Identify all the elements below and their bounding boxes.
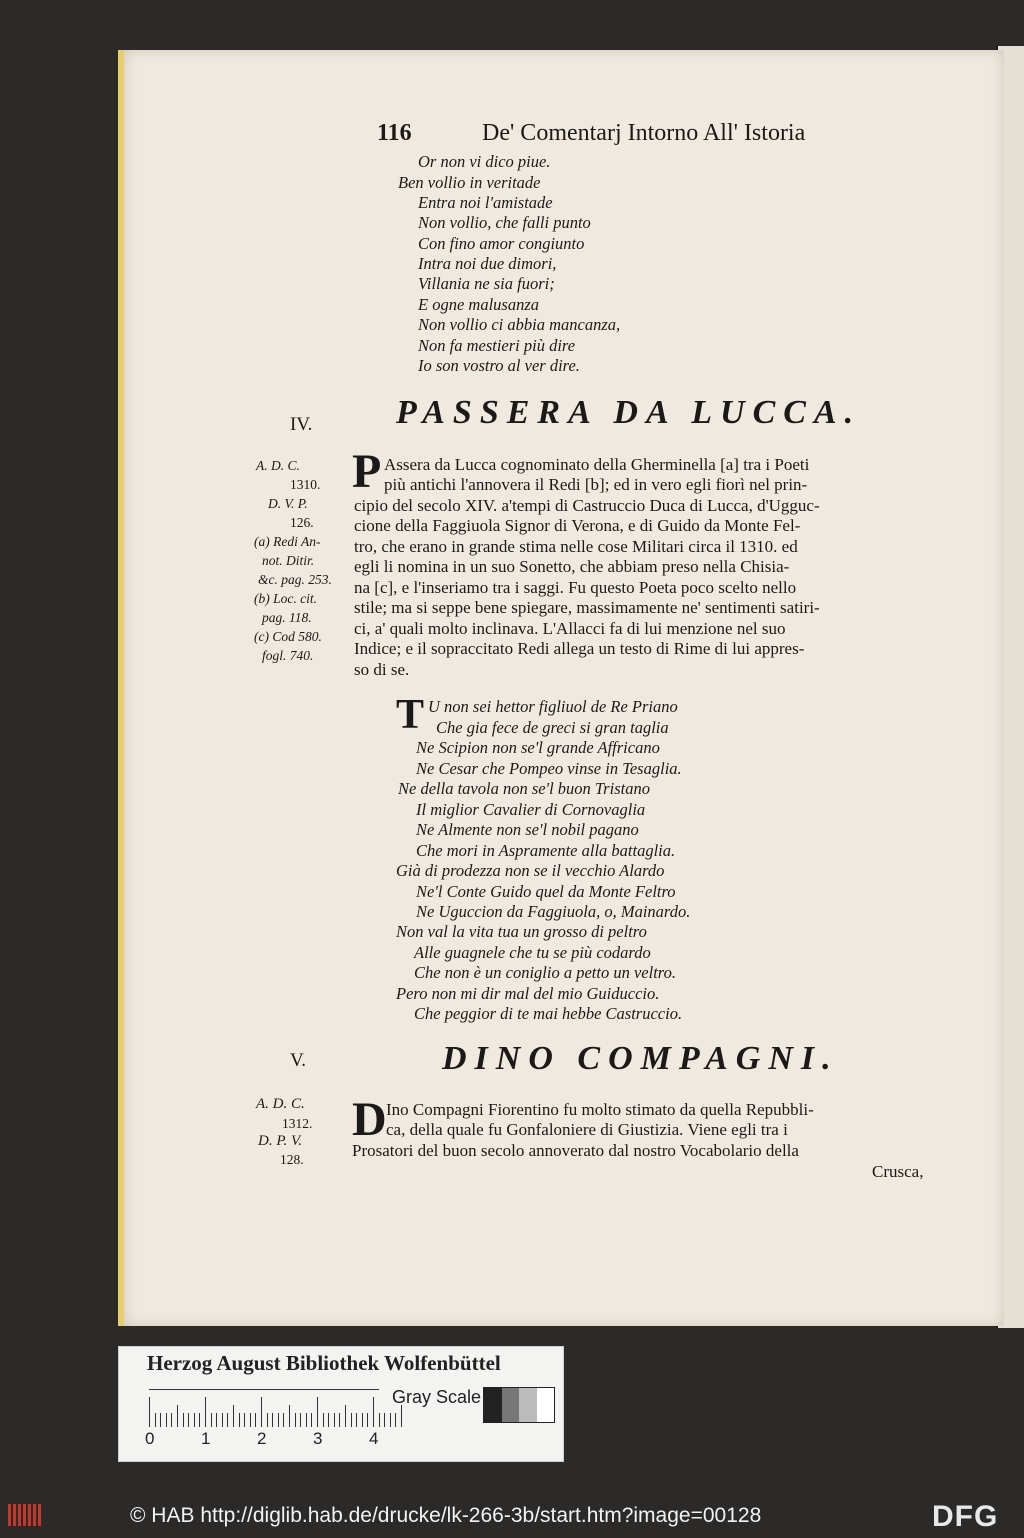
verse-line: E ogne malusanza (418, 295, 539, 314)
sonnet-line: Ne'l Conte Guido quel da Monte Feltro (416, 882, 676, 901)
dfg-logo: DFG (932, 1500, 999, 1533)
sonnet-line: Pero non mi dir mal del mio Guiduccio. (396, 984, 660, 1003)
ruler-label-0: 0 (145, 1429, 155, 1448)
ruler-tick (171, 1413, 172, 1427)
ruler-baseline (149, 1389, 379, 1390)
prose-line: Prosatori del buon secolo annoverato dal nostro Vocabolario della (352, 1141, 799, 1160)
ruler-tick (379, 1413, 380, 1427)
margin-note: 128. (280, 1152, 304, 1167)
verse-line: Entra noi l'amistade (418, 193, 553, 212)
ruler-tick (278, 1413, 279, 1427)
ruler-tick (177, 1405, 178, 1427)
prose-line: na [c], e l'inseriamo tra i saggi. Fu questo Poeta poco scelto nello (354, 578, 797, 597)
margin-note: fogl. 740. (262, 648, 314, 663)
hab-color-card (118, 1346, 564, 1462)
ruler-tick (311, 1413, 312, 1427)
verse-line: Non vollio ci abbia mancanza, (418, 315, 621, 334)
ruler-tick (227, 1413, 228, 1427)
ruler-tick (317, 1397, 318, 1427)
margin-note: pag. 118. (262, 610, 312, 625)
section-number-v: V. (290, 1050, 307, 1071)
sonnet-line: Il miglior Cavalier di Cornovaglia (416, 800, 646, 819)
sonnet-line: Ne Cesar che Pompeo vinse in Tesaglia. (416, 759, 682, 778)
gray-swatch (502, 1388, 520, 1422)
gray-scale-label: Gray Scale (392, 1387, 482, 1407)
sonnet-line: Ne della tavola non se'l buon Tristano (398, 779, 650, 798)
ruler-label-3: 3 (313, 1429, 323, 1448)
ruler-tick (261, 1397, 262, 1427)
ruler-tick (373, 1397, 374, 1427)
ruler-tick (334, 1413, 335, 1427)
verse-line: Or non vi dico piue. (418, 152, 551, 171)
gray-scale-swatches (483, 1387, 555, 1423)
verse-line: Non fa mestieri più dire (418, 336, 576, 355)
sonnet-line: Ne Scipion non se'l grande Affricano (416, 738, 660, 757)
sonnet-line: Non val la vita tua un grosso di peltro (396, 922, 647, 941)
margin-note: 1310. (290, 477, 321, 492)
ruler-tick (166, 1413, 167, 1427)
ruler-tick (216, 1413, 217, 1427)
ruler-tick (289, 1405, 290, 1427)
ruler-tick (222, 1413, 223, 1427)
page-number: 116 (377, 120, 412, 146)
verse-line: Con fino amor congiunto (418, 234, 585, 253)
ruler-tick (390, 1413, 391, 1427)
ruler-tick (306, 1413, 307, 1427)
margin-note: 126. (290, 515, 314, 530)
logo-bar (18, 1504, 21, 1526)
ruler-tick (155, 1413, 156, 1427)
ruler-tick (239, 1413, 240, 1427)
ruler-tick (362, 1413, 363, 1427)
margin-note: D. V. P. (268, 496, 308, 511)
ruler-tick (205, 1397, 206, 1427)
ruler-tick (339, 1413, 340, 1427)
ruler-tick (244, 1413, 245, 1427)
prose-line: tro, che erano in grande stima nelle cose Militari circa il 1310. ed (354, 537, 798, 556)
margin-note: A. D. C. (256, 1096, 305, 1112)
ruler-tick (149, 1397, 150, 1427)
logo-bar (38, 1504, 41, 1526)
logo-bar (33, 1504, 36, 1526)
dropcap-p: P (352, 445, 382, 498)
ruler-tick (328, 1413, 329, 1427)
dropcap-d: D (352, 1093, 387, 1146)
ruler-tick (345, 1405, 346, 1427)
ruler-label-2: 2 (257, 1429, 267, 1448)
logo-bar (28, 1504, 31, 1526)
prose-line: Crusca, (872, 1162, 924, 1181)
sonnet-line: Che mori in Aspramente alla battaglia. (416, 841, 676, 860)
prose-line: Assera da Lucca cognominato della Gherminella [a] tra i Poeti (384, 455, 810, 474)
hab-card-title: Herzog August Bibliothek Wolfenbüttel (147, 1351, 501, 1375)
sonnet-line: Che peggior di te mai hebbe Castruccio. (414, 1004, 683, 1023)
sonnet-line: U non sei hettor figliuol de Re Priano (428, 697, 678, 716)
prose-line: Ino Compagni Fiorentino fu molto stimato da quella Repubbli- (386, 1100, 814, 1119)
footer-url-text[interactable]: © HAB http://diglib.hab.de/drucke/lk-266-3b/start.htm?image=00128 (130, 1504, 762, 1527)
margin-note: 1312. (282, 1116, 313, 1131)
prose-line: egli li nomina in un suo Sonetto, che abbiam preso nella Chisia- (354, 557, 790, 576)
prose-line: stile; ma si seppe bene spiegare, massimamente ne' sentimenti satiri- (354, 598, 820, 617)
verse-line: Ben vollio in veritade (398, 173, 541, 192)
prose-line: cipio del secolo XIV. a'tempi di Castruccio Duca di Lucca, d'Ugguc- (354, 496, 820, 515)
ruler-tick (272, 1413, 273, 1427)
margin-note: A. D. C. (256, 458, 300, 473)
prose-line: ca, della quale fu Gonfaloniere di Giustizia. Viene egli tra i (386, 1120, 788, 1139)
margin-note: &c. pag. 253. (258, 572, 332, 587)
ruler-tick (401, 1405, 402, 1427)
measurement-ruler (149, 1389, 379, 1427)
margin-note: not. Ditir. (262, 553, 315, 568)
ruler-tick (250, 1413, 251, 1427)
hab-logo-icon (8, 1504, 44, 1526)
page-header (377, 116, 837, 152)
gray-swatch (484, 1388, 502, 1422)
sonnet-line: Ne Almente non se'l nobil pagano (416, 820, 639, 839)
ruler-label-1: 1 (201, 1429, 211, 1448)
prose-line: so di se. (354, 660, 410, 679)
ruler-label-4: 4 (369, 1429, 379, 1448)
sonnet-line: Alle guagnele che tu se più codardo (414, 943, 651, 962)
logo-bar (8, 1504, 11, 1526)
ruler-tick (356, 1413, 357, 1427)
ruler-tick (295, 1413, 296, 1427)
logo-bar (13, 1504, 16, 1526)
prose-line: più antichi l'annovera il Redi [b]; ed in vero egli fiorì nel prin- (384, 475, 808, 494)
margin-note: (c) Cod 580. (254, 629, 322, 644)
ruler-tick (351, 1413, 352, 1427)
verse-line: Non vollio, che falli punto (418, 213, 591, 232)
dropcap-t: T (396, 692, 425, 738)
ruler-tick (255, 1413, 256, 1427)
section-number-iv: IV. (290, 414, 313, 435)
ruler-tick (188, 1413, 189, 1427)
sonnet-line: Già di prodezza non se il vecchio Alardo (396, 861, 665, 880)
margin-note: (a) Redi An- (254, 534, 321, 549)
ruler-tick (194, 1413, 195, 1427)
ruler-tick (384, 1413, 385, 1427)
prose-line: Indice; e il sopraccitato Redi allega un testo di Rime di lui appres- (354, 639, 805, 658)
ruler-tick (323, 1413, 324, 1427)
ruler-tick (267, 1413, 268, 1427)
ruler-tick (300, 1413, 301, 1427)
sonnet-line: Che gia fece de greci si gran taglia (436, 718, 669, 737)
ruler-tick (367, 1413, 368, 1427)
gray-swatch (537, 1388, 555, 1422)
ruler-tick (211, 1413, 212, 1427)
verse-line: Villania ne sia fuori; (418, 274, 555, 293)
ruler-tick (160, 1413, 161, 1427)
logo-bar (23, 1504, 26, 1526)
ruler-tick (199, 1413, 200, 1427)
sonnet-line: Che non è un coniglio a petto un veltro. (414, 963, 676, 982)
ruler-tick (395, 1413, 396, 1427)
gray-swatch (519, 1388, 537, 1422)
section-title-passera: PASSERA DA LUCCA. (396, 394, 862, 431)
footer-bar (0, 1496, 1024, 1538)
margin-note: D. P. V. (258, 1133, 303, 1149)
ruler-tick (283, 1413, 284, 1427)
section-title-dino: DINO COMPAGNI. (442, 1040, 839, 1077)
prose-line: ci, a' quali molto inclinava. L'Allacci fa di lui menzione nel suo (354, 619, 786, 638)
verse-line: Intra noi due dimori, (418, 254, 557, 273)
prose-line: cione della Faggiuola Signor di Verona, e di Guido da Monte Fel- (354, 516, 801, 535)
sonnet-line: Ne Uguccion da Faggiuola, o, Mainardo. (416, 902, 691, 921)
running-title: De' Comentarj Intorno All' Istoria (482, 120, 806, 146)
ruler-tick (233, 1405, 234, 1427)
verse-line: Io son vostro al ver dire. (418, 356, 580, 375)
ruler-tick (183, 1413, 184, 1427)
margin-note: (b) Loc. cit. (254, 591, 317, 606)
